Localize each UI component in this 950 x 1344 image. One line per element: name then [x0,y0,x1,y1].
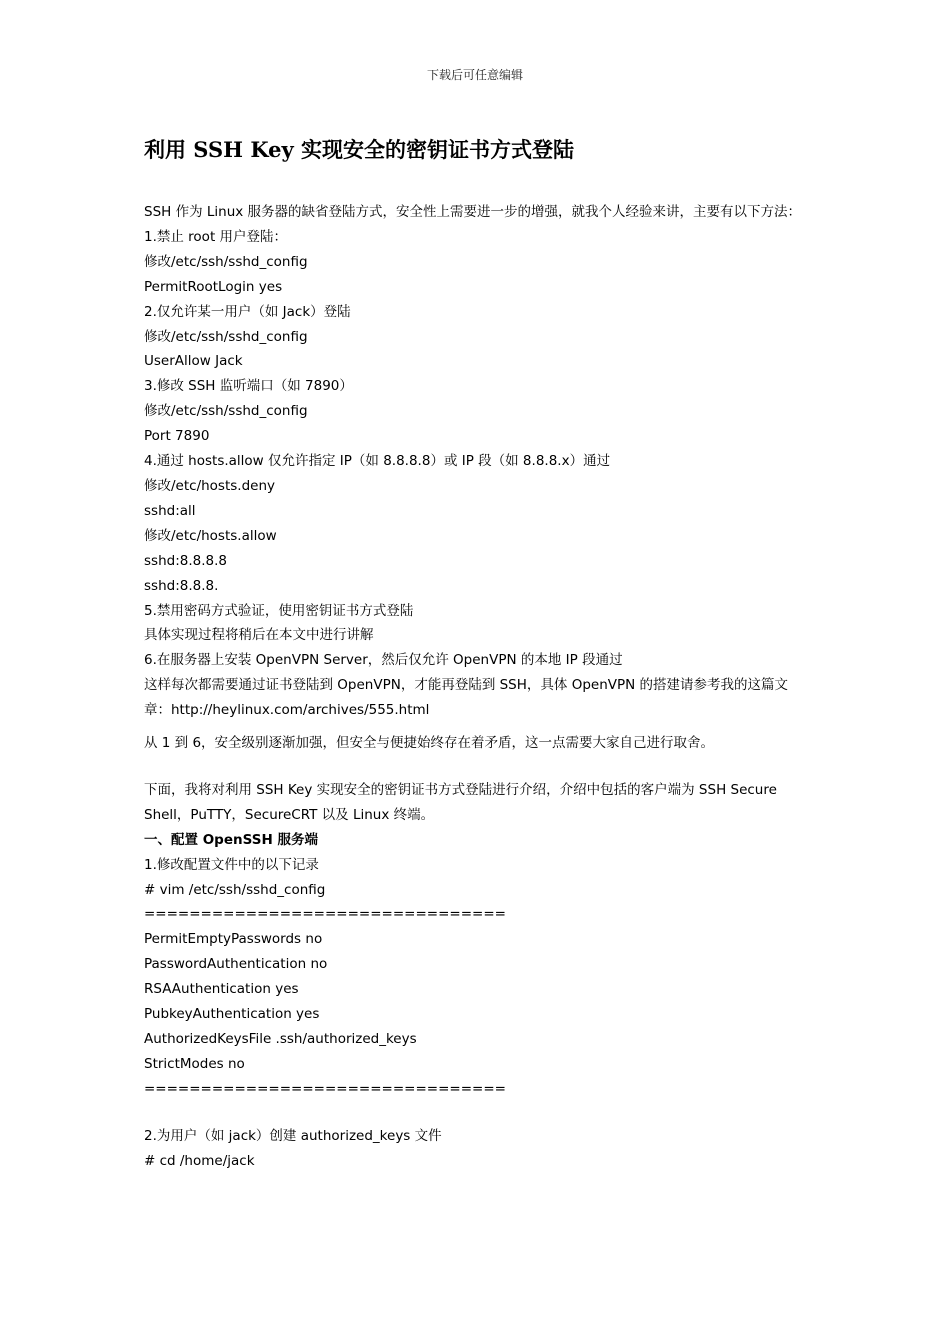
text-line: PermitRootLogin yes [144,278,283,295]
config-block [144,927,810,1076]
intro-paragraph: SSH 作为 Linux 服务器的缺省登陆方式，安全性上需要进一步的增强，就我个人经验来讲，主要有以下方法： [144,204,802,220]
text-line: 修改/etc/hosts.deny [144,477,276,494]
text-line: 具体实现过程将稍后在本文中进行讲解 [144,627,374,644]
text-line: 修改/etc/ssh/sshd_config [144,328,308,345]
text-line: 6.在服务器上安装 OpenVPN Server，然后仅允许 OpenVPN 的本地 IP 段通过 [144,652,623,669]
text-line: 1.禁止 root 用户登陆： [144,228,288,245]
text-line: 2.仅允许某一用户（如 Jack）登陆 [144,303,351,320]
text-line: 修改/etc/ssh/sshd_config [144,253,308,270]
config-line: PasswordAuthentication no [144,956,328,973]
config-line: AuthorizedKeysFile .ssh/authorized_keys [144,1031,417,1047]
summary-paragraph: 从 1 到 6，安全级别逐渐加强，但安全与便捷始终存在着矛盾，这一点需要大家自己进行取舍。 [144,735,715,752]
text-line: sshd:all [144,502,196,519]
step-1-text: 1.修改配置文件中的以下记录 [144,856,319,873]
separator-top: ================================ [144,906,506,923]
command-cd: # cd /home/jack [144,1152,255,1169]
section-heading: 一、配置 OpenSSH 服务端 [144,831,318,848]
config-line: StrictModes no [144,1055,245,1072]
config-line: PubkeyAuthentication yes [144,1006,320,1023]
text-line: sshd:8.8.8. [144,577,219,594]
command-vim: # vim /etc/ssh/sshd_config [144,881,326,898]
vpn-note-paragraph: 这样每次都需要通过证书登陆到 OpenVPN，才能再登陆到 SSH，具体 OpenVPN 的搭建请参考我的这篇文章：http://heylinux.com/archives/555.html [144,677,789,719]
page-header: 下载后可任意编辑 [426,68,523,82]
separator-bottom: ================================ [144,1080,506,1097]
text-line: Port 7890 [144,428,210,445]
text-line: UserAllow Jack [144,353,243,370]
text-line: 5.禁用密码方式验证，使用密钥证书方式登陆 [144,602,414,619]
text-line: sshd:8.8.8.8 [144,552,227,569]
step-2-text: 2.为用户（如 jack）创建 authorized_keys 文件 [144,1127,442,1144]
lead-paragraph: 下面，我将对利用 SSH Key 实现安全的密钥证书方式登陆进行介绍，介绍中包括的客户端为 SSH Secure Shell，PuTTY，SecureCRT 以及 Linux 终端。 [144,781,777,823]
config-line: PermitEmptyPasswords no [144,931,323,948]
text-line: 3.修改 SSH 监听端口（如 7890） [144,378,353,395]
config-line: RSAAuthentication yes [144,981,299,998]
methods-list [144,225,810,673]
text-line: 修改/etc/hosts.allow [144,527,277,544]
text-line: 4.通过 hosts.allow 仅允许指定 IP（如 8.8.8.8）或 IP 段（如 8.8.8.x）通过 [144,453,611,470]
document-title: 利用 SSH Key 实现安全的密钥证书方式登陆 [144,137,574,162]
document-body [144,200,810,1174]
text-line: 修改/etc/ssh/sshd_config [144,403,308,420]
